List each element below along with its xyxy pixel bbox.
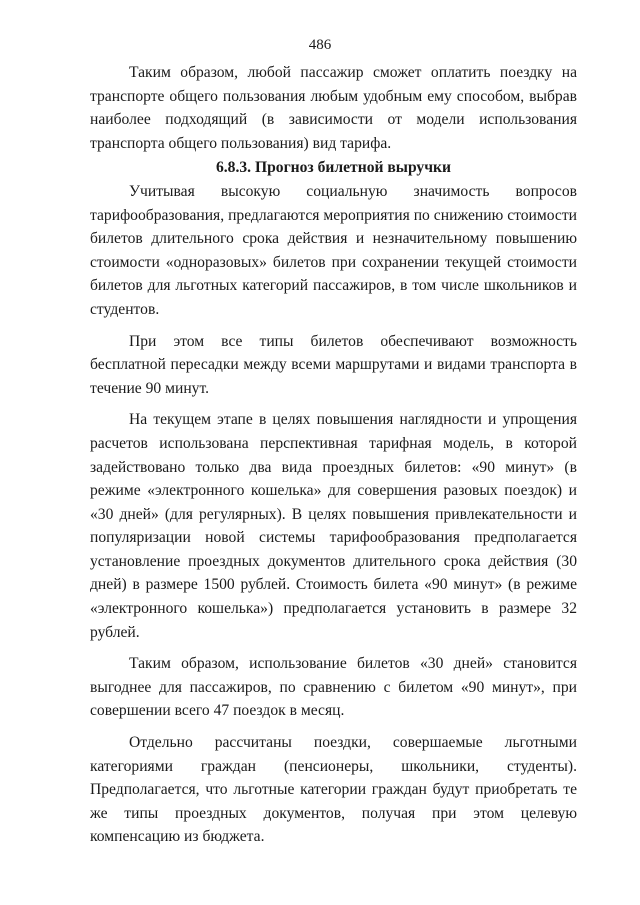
paragraph-tariff-measures: Учитывая высокую социальную значимость вопросов тарифообразования, предлагаются мероприятия по снижению стоимости билетов длительного срока действия и незначительному повышению стоимости «одноразовых» билетов при сохранении текущей стоимости билетов для льготных категорий пассажиров, в том числе школьников и студентов. xyxy=(90,182,577,318)
page-number: 486 xyxy=(308,37,332,53)
paragraph-tariff-model: На текущем этапе в целях повышения наглядности и упрощения расчетов использована перспективная тарифная модель, в которой задействовано только два вида проездных билетов: «90 минут» (в режиме «электронного кошелька» для совершения разовых поездок) и «30 дней» (для регулярных). В целях повышения привлекательности и популяризации новой системы тарифообразования предполагается установление проездных документов длительного срока действия (30 дней) в размере 1500 рублей. Стоимость билета «90 минут» (в режиме «электронного кошелька») предполагается установить в размере 32 рублей. xyxy=(90,411,577,641)
section-heading: 6.8.3. Прогноз билетной выручки xyxy=(215,159,451,177)
paragraph-free-transfer: При этом все типы билетов обеспечивают возможность бесплатной пересадки между всеми маршрутами и видами транспорта в течение 90 минут. xyxy=(90,332,577,397)
paragraph-ticket-comparison: Таким образом, использование билетов «30 дней» становится выгоднее для пассажиров, по сравнению с билетом «90 минут», при совершении всего 47 поездок в месяц. xyxy=(90,655,577,720)
paragraph-preferential-categories: Отдельно рассчитаны поездки, совершаемые льготными категориями граждан (пенсионеры, школьники, студенты). Предполагается, что льготные категории граждан будут приобретать те же типы проездных документов, получая при этом целевую компенсацию из бюджета. xyxy=(90,734,577,846)
page-body xyxy=(90,61,577,849)
paragraph-payment-methods: Таким образом, любой пассажир сможет оплатить поездку на транспорте общего пользования любым удобным ему способом, выбрав наиболее подходящий (в зависимости от модели использования транспорта общего пользования) вид тарифа. xyxy=(90,64,577,152)
